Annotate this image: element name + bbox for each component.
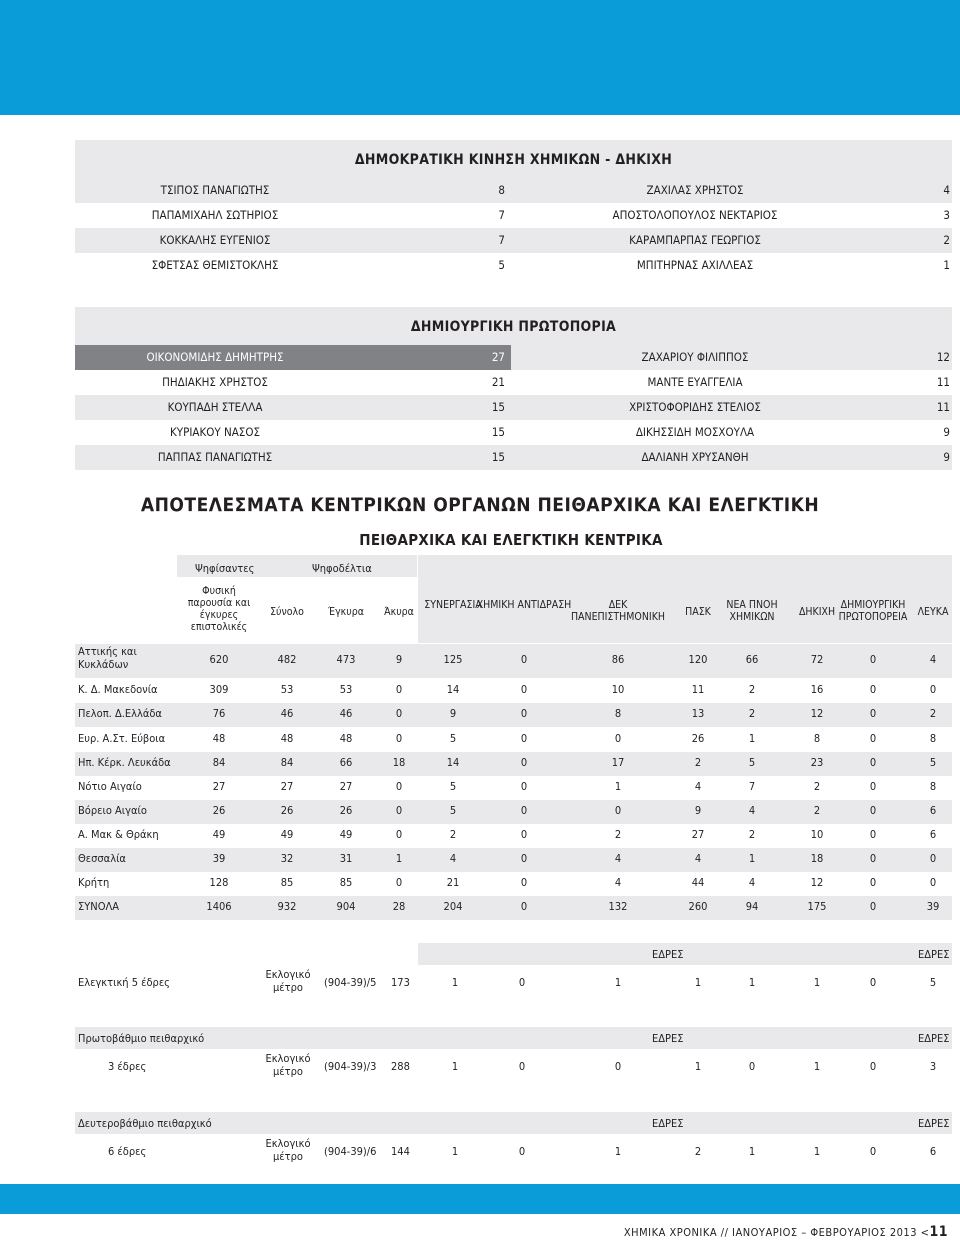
candidate-votes: 21 [491,375,505,389]
table-cell: 0 [395,683,403,696]
ballots-group-label: Ψηφοδέλτια [312,562,372,575]
candidate-row [75,395,952,420]
protoporia-candidates-table [75,307,952,470]
seat-cell: 0 [518,976,526,989]
region-label: Πελοπ. Δ.Ελλάδα [78,707,162,720]
table-cell: 4 [748,876,756,889]
column-header: ΛΕΥΚΑ [917,606,949,618]
candidate-votes: 7 [498,233,505,247]
table-cell: 26 [339,804,353,817]
candidate-name: ΠΑΠΠΑΣ ΠΑΝΑΓΙΩΤΗΣ [157,450,273,464]
column-header: ΣΥΝΕΡΓΑΣΙΑ [424,599,482,611]
seat-row-label: 6 έδρες [108,1145,147,1158]
table-cell: 26 [691,732,705,745]
table-cell: 48 [280,732,294,745]
table-cell: 0 [395,876,403,889]
table-cell: 28 [392,900,406,913]
table-cell: 0 [869,756,877,769]
table-cell: 27 [212,780,226,793]
measure-value: 144 [391,1145,410,1158]
table-cell: 0 [520,828,528,841]
table-cell: 0 [395,780,403,793]
seat-cell: 5 [929,976,937,989]
candidate-votes: 1 [943,258,950,272]
candidate-name: ΚΥΡΙΑΚΟΥ ΝΑΣΟΣ [169,425,261,439]
seat-cell: 0 [869,1060,877,1073]
seat-cell: 1 [451,1145,459,1158]
table-cell: 12 [810,707,824,720]
table-cell: 0 [520,756,528,769]
candidate-votes: 11 [936,400,950,414]
table-cell: 31 [339,852,353,865]
candidate-row [75,228,952,253]
table-cell: 46 [339,707,353,720]
candidate-row [75,345,952,370]
candidate-row [75,370,952,395]
seat-cell: 0 [614,1060,622,1073]
table-cell: 0 [520,683,528,696]
table-cell: 18 [810,852,824,865]
candidate-votes: 8 [498,183,505,197]
seat-cell: 1 [748,1145,756,1158]
table-cell: 1406 [206,900,232,913]
table-cell: 9 [694,804,702,817]
candidate-votes: 15 [491,425,505,439]
table-cell: 309 [209,683,229,696]
voters-group-label: Ψηφίσαντες [195,562,255,575]
table-cell: 9 [395,653,403,666]
candidate-votes: 15 [491,450,505,464]
candidate-name: ΠΑΠΑΜΙΧΑΗΛ ΣΩΤΗΡΙΟΣ [151,208,279,222]
column-header: ΠΑΣΚ [685,606,711,618]
table-cell: 48 [339,732,353,745]
candidate-name: ΑΠΟΣΤΟΛΟΠΟΥΛΟΣ ΝΕΚΤΑΡΙΟΣ [612,208,778,222]
table-cell: 2 [614,828,622,841]
table-cell: 0 [869,900,877,913]
table-cell: 39 [926,900,940,913]
table-cell: 66 [745,653,759,666]
table-cell: 932 [277,900,297,913]
dikixi-title: ΔΗΜΟΚΡΑΤΙΚΗ ΚΙΝΗΣΗ ΧΗΜΙΚΩΝ - ΔΗΚΙΧΗ [354,152,673,168]
table-cell: 76 [212,707,226,720]
seat-cell: 1 [813,1145,821,1158]
table-cell: 4 [614,876,622,889]
table-cell: 21 [446,876,460,889]
table-cell: 5 [748,756,756,769]
table-cell: 2 [748,828,756,841]
seat-cell: 0 [869,976,877,989]
results-title: ΑΠΟΤΕΛΕΣΜΑΤΑ ΚΕΝΤΡΙΚΩΝ ΟΡΓΑΝΩΝ ΠΕΙΘΑΡΧΙΚΑ ΚΑΙ ΕΛΕΓΚΤΙΚΗ [140,494,820,516]
column-header: ΧΗΜΙΚΗ ΑΝΤΙΔΡΑΣΗ [476,599,572,611]
seat-cell: 1 [694,976,702,989]
candidate-name: ΔΙΚΗΣΣΙΔΗ ΜΟΣΧΟΥΛΑ [635,425,755,439]
table-cell: 0 [869,828,877,841]
table-cell: 6 [929,804,937,817]
formula: (904-39)/6 [324,1145,377,1158]
table-cell: 0 [614,804,622,817]
band-bg [75,1027,952,1049]
measure-value: 173 [391,976,410,989]
table-cell: 14 [446,756,460,769]
table-cell: 1 [748,852,756,865]
column-header: Έγκυρα [328,606,364,618]
table-cell: 0 [520,780,528,793]
table-cell: 5 [449,804,457,817]
table-cell: 4 [449,852,457,865]
candidate-name: ΣΦΕΤΣΑΣ ΘΕΜΙΣΤΟΚΛΗΣ [151,258,279,272]
table-cell: 0 [869,804,877,817]
table-cell: 120 [688,653,708,666]
candidate-name: ΔΑΛΙΑΝΗ ΧΡΥΣΑΝΘΗ [641,450,749,464]
table-cell: 27 [691,828,705,841]
region-label: Αττικής και Κυκλάδων [78,645,137,671]
table-cell: 0 [395,804,403,817]
table-cell: 0 [869,707,877,720]
seat-row-label: 3 έδρες [108,1060,147,1073]
table-cell: 49 [339,828,353,841]
table-cell: 0 [520,707,528,720]
table-cell: 5 [449,780,457,793]
candidate-votes: 2 [943,233,950,247]
table-cell: 94 [745,900,759,913]
column-header: ΔΗΚΙΧΗ [798,606,836,618]
table-cell: 128 [209,876,229,889]
electoral-measure-label: Εκλογικό μέτρο [265,968,311,994]
table-cell: 0 [395,828,403,841]
table-cell: 8 [929,732,937,745]
candidate-name: ΠΗΔΙΑΚΗΣ ΧΡΗΣΤΟΣ [162,375,268,389]
bottom-color-bar [0,1184,960,1214]
table-cell: 8 [929,780,937,793]
seat-row-label: Ελεγκτική 5 έδρες [78,976,170,989]
table-cell: 48 [212,732,226,745]
table-cell: 13 [691,707,705,720]
table-cell: 53 [339,683,353,696]
edres-label: ΕΔΡΕΣ [652,1032,684,1045]
table-cell: 620 [209,653,229,666]
table-cell: 0 [929,683,937,696]
table-cell: 10 [611,683,625,696]
table-cell: 0 [520,900,528,913]
table-cell: 0 [520,804,528,817]
table-cell: 2 [449,828,457,841]
band-bg [418,943,952,965]
table-cell: 26 [212,804,226,817]
table-cell: 4 [614,852,622,865]
candidate-row [75,203,952,228]
table-cell: 2 [748,683,756,696]
candidate-name: ΚΟΥΠΑΔΗ ΣΤΕΛΛΑ [167,400,263,414]
seat-cell: 1 [614,976,622,989]
table-cell: 0 [869,653,877,666]
seat-cell: 1 [813,1060,821,1073]
table-cell: 5 [449,732,457,745]
table-cell: 0 [869,683,877,696]
seat-cell: 1 [451,1060,459,1073]
table-cell: 32 [280,852,294,865]
table-cell: 0 [869,852,877,865]
candidate-name: ΚΑΡΑΜΠΑΡΠΑΣ ΓΕΩΡΓΙΟΣ [629,233,761,247]
table-cell: 39 [212,852,226,865]
edres-label: ΕΔΡΕΣ [652,1117,684,1130]
table-cell: 2 [748,707,756,720]
table-cell: 0 [520,732,528,745]
candidate-votes: 12 [936,350,950,364]
candidate-votes: 27 [491,350,505,364]
table-cell: 0 [520,653,528,666]
page-number: 11 [929,1224,948,1240]
footer-text: ΧΗΜΙΚΑ ΧΡΟΝΙΚΑ // ΙΑΝΟΥΑΡΙΟΣ – ΦΕΒΡΟΥΑΡΙΟΣ 2013 < [623,1226,930,1239]
table-cell: 12 [810,876,824,889]
table-cell: 4 [694,852,702,865]
table-cell: 2 [813,804,821,817]
table-cell: 5 [929,756,937,769]
table-cell: 84 [280,756,294,769]
table-cell: 9 [449,707,457,720]
seat-cell: 1 [614,1145,622,1158]
table-cell: 11 [691,683,705,696]
table-cell: 2 [929,707,937,720]
candidate-row [75,178,952,203]
band-label: Δευτεροβάθμιο πειθαρχικό [78,1117,212,1130]
seat-cell: 6 [929,1145,937,1158]
dikixi-candidates-table [75,140,952,278]
column-header: Φυσική παρουσία και έγκυρες επιστολικές [187,585,251,634]
table-cell: 85 [339,876,353,889]
candidate-row [75,420,952,445]
candidate-votes: 9 [943,425,950,439]
table-cell: 8 [614,707,622,720]
table-cell: 44 [691,876,705,889]
table-cell: 0 [929,852,937,865]
table-cell: 0 [869,780,877,793]
candidate-row [75,253,952,278]
column-header: Σύνολο [270,606,304,618]
column-header: ΔΗΜΙΟΥΡΓΙΚΗ ΠΡΩΤΟΠΟΡΕΙΑ [838,599,908,624]
region-label: Βόρειο Αιγαίο [78,804,147,817]
top-color-bar [0,0,960,115]
table-cell: 6 [929,828,937,841]
table-cell: 473 [336,653,356,666]
table-cell: 2 [813,780,821,793]
candidate-name: ΜΑΝΤΕ ΕΥΑΓΓΕΛΙΑ [647,375,743,389]
table-cell: 86 [611,653,625,666]
table-cell: 23 [810,756,824,769]
column-header: ΔΕΚ ΠΑΝΕΠΙΣΤΗΜΟΝΙΚΗ [570,599,666,624]
table-cell: 0 [614,732,622,745]
table-cell: 1 [395,852,403,865]
table-cell: 7 [748,780,756,793]
table-cell: 2 [694,756,702,769]
table-cell: 84 [212,756,226,769]
column-header: Άκυρα [384,606,414,618]
table-cell: 0 [869,732,877,745]
table-cell: 85 [280,876,294,889]
table-cell: 8 [813,732,821,745]
seat-cell: 1 [813,976,821,989]
region-label: Κ. Δ. Μακεδονία [78,683,158,696]
candidate-name: ΜΠΙΤΗΡΝΑΣ ΑΧΙΛΛΕΑΣ [636,258,754,272]
seat-cell: 1 [748,976,756,989]
table-cell: 4 [694,780,702,793]
seat-cell: 0 [518,1060,526,1073]
table-cell: 4 [748,804,756,817]
candidate-row [75,445,952,470]
table-cell: 175 [807,900,827,913]
table-cell: 17 [611,756,625,769]
protoporia-title: ΔΗΜΙΟΥΡΓΙΚΗ ΠΡΩΤΟΠΟΡΙΑ [410,319,617,335]
region-label: Θεσσαλία [78,852,126,865]
seat-cell: 1 [694,1060,702,1073]
candidate-votes: 3 [943,208,950,222]
table-cell: 46 [280,707,294,720]
region-label: Α. Μακ & Θράκη [78,828,159,841]
region-label: ΣΥΝΟΛΑ [78,900,120,913]
table-cell: 26 [280,804,294,817]
table-cell: 1 [748,732,756,745]
seat-cell: 0 [748,1060,756,1073]
table-cell: 27 [339,780,353,793]
edres-label: ΕΔΡΕΣ [918,1117,950,1130]
candidate-votes: 11 [936,375,950,389]
table-cell: 49 [280,828,294,841]
candidate-votes: 9 [943,450,950,464]
candidate-name: ΖΑΧΙΛΑΣ ΧΡΗΣΤΟΣ [646,183,744,197]
table-cell: 18 [392,756,406,769]
table-cell: 72 [810,653,824,666]
table-cell: 16 [810,683,824,696]
formula: (904-39)/3 [324,1060,377,1073]
seat-cell: 0 [869,1145,877,1158]
table-cell: 14 [446,683,460,696]
table-cell: 204 [443,900,463,913]
column-header: ΝΕΑ ΠΝΟΗ ΧΗΜΙΚΩΝ [726,599,778,624]
table-cell: 0 [395,732,403,745]
table-cell: 0 [520,852,528,865]
formula: (904-39)/5 [324,976,377,989]
region-label: Ευρ. Α.Στ. Εύβοια [78,732,166,745]
candidate-name: ΖΑΧΑΡΙΟΥ ΦΙΛΙΠΠΟΣ [641,350,749,364]
row-shade [75,800,952,824]
seat-cell: 0 [518,1145,526,1158]
candidate-votes: 4 [943,183,950,197]
seat-cell: 3 [929,1060,937,1073]
seat-cell: 2 [694,1145,702,1158]
table-cell: 1 [614,780,622,793]
table-cell: 0 [869,876,877,889]
candidate-name: ΧΡΙΣΤΟΦΟΡΙΔΗΣ ΣΤΕΛΙΟΣ [629,400,761,414]
table-cell: 125 [443,653,463,666]
table-cell: 260 [688,900,708,913]
table-cell: 132 [608,900,628,913]
edres-label: ΕΔΡΕΣ [918,1032,950,1045]
table-cell: 10 [810,828,824,841]
band-label: Πρωτοβάθμιο πειθαρχικό [78,1032,205,1045]
measure-value: 288 [391,1060,410,1073]
table-cell: 53 [280,683,294,696]
candidate-votes: 5 [498,258,505,272]
table-cell: 0 [395,707,403,720]
candidate-name: ΤΣΙΠΟΣ ΠΑΝΑΓΙΩΤΗΣ [160,183,270,197]
table-cell: 0 [929,876,937,889]
table-cell: 49 [212,828,226,841]
table-cell: 27 [280,780,294,793]
edres-label: ΕΔΡΕΣ [652,948,684,961]
candidate-name: ΟΙΚΟΝΟΜΙΔΗΣ ΔΗΜΗΤΡΗΣ [146,350,284,364]
edres-label: ΕΔΡΕΣ [918,948,950,961]
results-subtitle: ΠΕΙΘΑΡΧΙΚΑ ΚΑΙ ΕΛΕΓΚΤΙΚΗ ΚΕΝΤΡΙΚΑ [359,531,663,549]
page-footer [624,1224,948,1240]
table-cell: 0 [520,876,528,889]
region-label: Νότιο Αιγαίο [78,780,142,793]
region-label: Ηπ. Κέρκ. Λευκάδα [78,756,171,769]
candidate-name: ΚΟΚΚΑΛΗΣ ΕΥΓΕΝΙΟΣ [159,233,271,247]
region-label: Κρήτη [78,876,110,889]
electoral-measure-label: Εκλογικό μέτρο [265,1052,311,1078]
candidate-votes: 7 [498,208,505,222]
electoral-measure-label: Εκλογικό μέτρο [265,1137,311,1163]
table-cell: 482 [277,653,297,666]
seat-cell: 1 [451,976,459,989]
table-cell: 66 [339,756,353,769]
table-cell: 904 [336,900,356,913]
table-cell: 4 [929,653,937,666]
candidate-votes: 15 [491,400,505,414]
